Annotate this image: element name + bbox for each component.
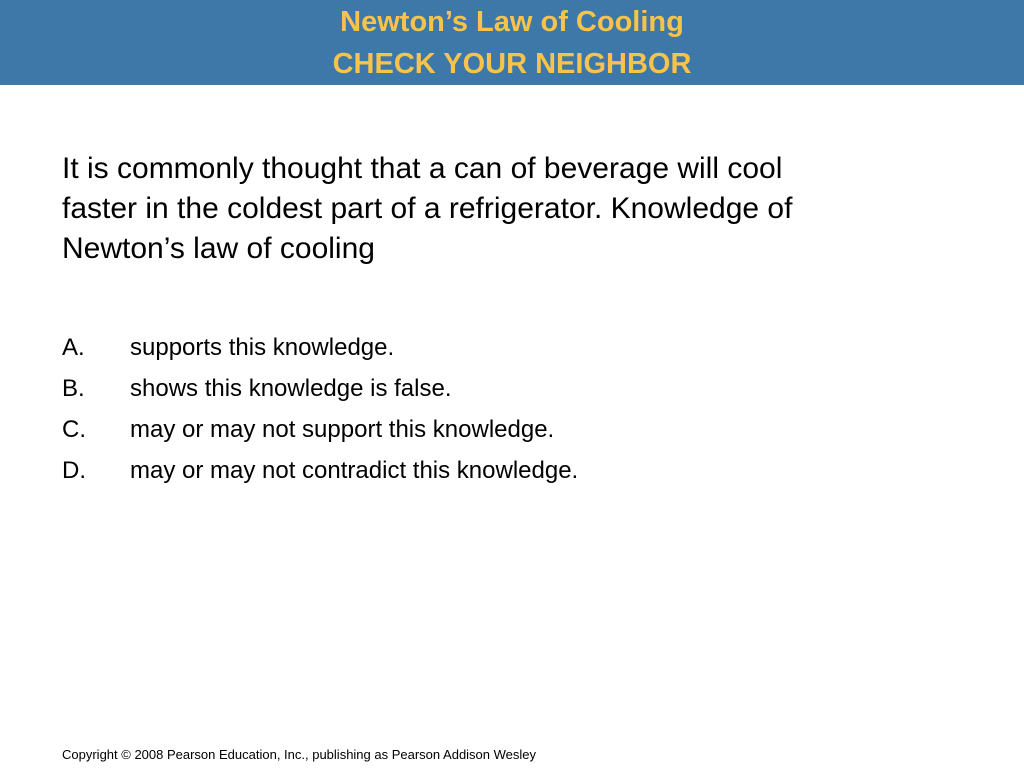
title-bar [0, 0, 1024, 85]
choice-letter: A. [62, 334, 85, 361]
answer-choices [62, 331, 962, 495]
choice-text: supports this knowledge. [130, 334, 395, 361]
choice-letter: C. [62, 416, 86, 443]
choice-letter: D. [62, 457, 86, 484]
slide-subtitle: CHECK YOUR NEIGHBOR [332, 48, 692, 80]
choice-letter: B. [62, 375, 85, 402]
choice-text: shows this knowledge is false. [130, 375, 452, 402]
slide-title: Newton’s Law of Cooling [340, 6, 684, 38]
choice-text: may or may not support this knowledge. [130, 416, 555, 443]
question-line: faster in the coldest part of a refrigerator. Knowledge of [62, 192, 793, 225]
choice-d [62, 454, 962, 495]
question-line: Newton’s law of cooling [62, 232, 375, 265]
question-text [62, 149, 962, 269]
choice-b [62, 372, 962, 413]
question-line: It is commonly thought that a can of beverage will cool [62, 152, 783, 185]
choice-a [62, 331, 962, 372]
copyright-footer: Copyright © 2008 Pearson Education, Inc., publishing as Pearson Addison Wesley [62, 747, 537, 762]
choice-c [62, 413, 962, 454]
choice-text: may or may not contradict this knowledge. [130, 457, 579, 484]
